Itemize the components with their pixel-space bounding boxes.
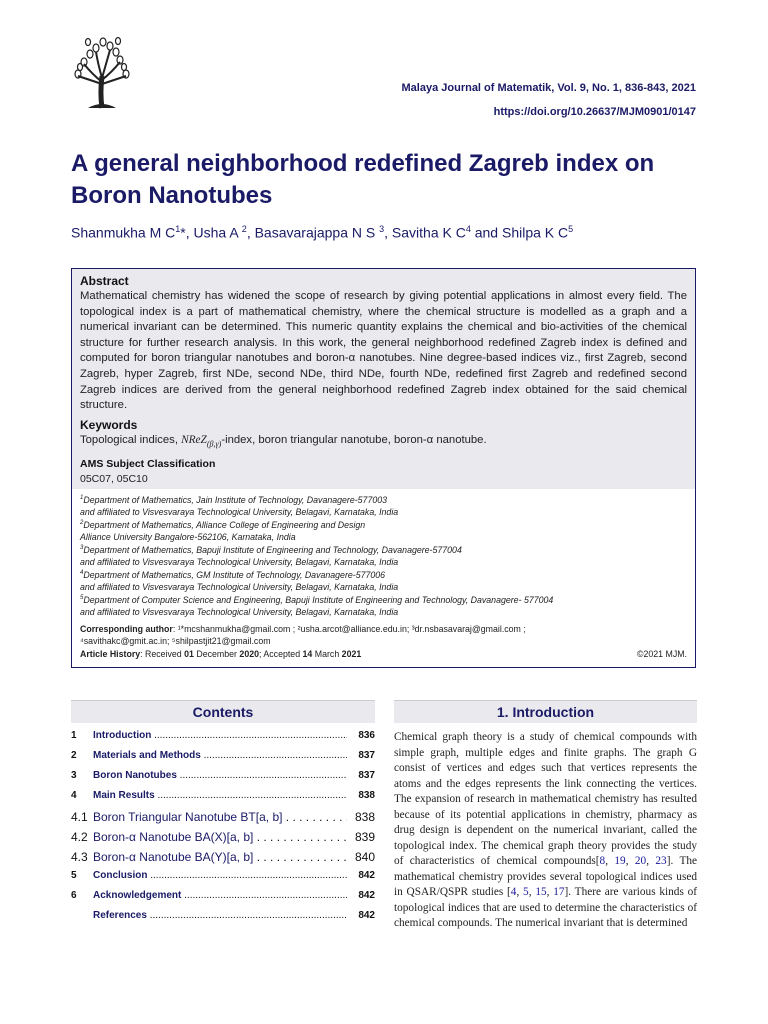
intro-text: ]. There are various kinds of topological indices that are used to determine the characteristics of chemical compounds. The numerical invariant that is determined (394, 886, 698, 929)
citation-link[interactable]: 20 (634, 855, 647, 867)
toc-label[interactable]: Conclusion ..... (93, 870, 347, 881)
toc-number: 4 (71, 790, 77, 801)
toc-number: 5 (71, 870, 77, 881)
affiliation-line: Alliance University Bangalore-562106, Karnataka, India (80, 531, 296, 542)
toc-number: 6 (71, 890, 77, 901)
author-affil-sup: 1 (175, 224, 181, 234)
abstract-text: Mathematical chemistry has widened the scope of research by giving potential applications in almost every field. The topological index is a part of mathematical chemistry, where the chemical structure is modelled as a graph and a numerical invariant can be determined. This numeric quantity explains the chemical and bio-activities of the chemical structure for further research analysis. In this work, the general neighborhood redefined Zagreb index is defined and computed for boron triangular nanotubes and boron-α nanotubes. Nine degree-based indices viz., first Zagreb, second Zagreb, hyper Zagreb, first NDe, second NDe, third NDe, fourth NDe, redefined first Zagreb and redefined second Zagreb indices are derived from the general neighborhood redefined Zagreb index obtained for the said chemical structure. (80, 290, 687, 412)
citation-link[interactable]: 23 (655, 855, 667, 867)
table-of-contents (71, 730, 375, 930)
affiliation-sup: 5 (80, 595, 84, 602)
keywords-math: NReZ (181, 433, 207, 446)
toc-number: 4.1 (71, 810, 88, 824)
citation-link[interactable]: 15 (535, 886, 547, 898)
citation-link[interactable]: 17 (553, 886, 565, 898)
affiliation-line (80, 568, 687, 582)
abstract-heading: Abstract (80, 274, 129, 288)
author-list (71, 224, 573, 241)
paper-title: A general neighborhood redefined Zagreb index on Boron Nanotubes (71, 150, 655, 209)
affiliation-text: Department of Computer Science and Engineering, Bapuji Institute of Engineering and Technology, Davanagere- 577004 (83, 595, 554, 606)
toc-page-number: 842 (358, 870, 375, 881)
keywords-math-sub: (β,γ) (206, 439, 222, 448)
citation-link[interactable]: 4 (510, 886, 517, 898)
toc-entry[interactable] (71, 870, 375, 890)
affiliation-line (80, 593, 687, 607)
abstract-box (71, 268, 696, 668)
author-affil-sup: 5 (568, 224, 574, 234)
toc-label[interactable]: Materials and Methods ..... (93, 750, 347, 761)
toc-page-number: 842 (358, 910, 375, 921)
author-affil-sup: 2 (241, 224, 247, 234)
affiliation-line: and affiliated to Visvesvaraya Technological University, Belagavi, Karnataka, India (80, 606, 399, 617)
history-day: 14 (302, 649, 313, 659)
toc-number: 4.2 (71, 830, 88, 844)
affiliation-text: Department of Mathematics, GM Institute of Technology, Davanagere-577006 (83, 570, 386, 581)
toc-label[interactable]: Boron Triangular Nanotube BT[a, b] . . . (93, 810, 347, 824)
history-text: December (193, 649, 240, 659)
affiliation-line (80, 493, 687, 507)
history-year: 2020 (239, 649, 259, 659)
abstract-panel (72, 269, 695, 489)
author-name: , Savitha K C (384, 224, 466, 241)
citation-link[interactable]: 19 (614, 855, 626, 867)
author-affil-sup: 3 (379, 224, 385, 234)
affiliation-line: and affiliated to Visvesvaraya Technological University, Belagavi, Karnataka, India (80, 556, 399, 567)
article-history (80, 649, 361, 659)
toc-entry[interactable] (71, 750, 375, 770)
ams-codes: 05C07, 05C10 (80, 472, 148, 485)
affiliation-line: and affiliated to Visvesvaraya Technological University, Belagavi, Karnataka, India (80, 581, 399, 592)
toc-page-number: 837 (358, 770, 375, 781)
intro-body: Chemical graph theory is a study of chemical compounds with simple graph, multiple edges and finite graphs. The graph G consist of vertices and edges such that vertices represents the atoms and the edges represents the link connecting the vertices. The expansion of research in mathematical chemistry has resulted because of its potential applications in chemistry, pharmacy as drug design is dependent on the numerical invariant, called the topological index. The chemical graph theory provides the study of characteristics of chemical compounds[8, 19, 20, 23]. The mathematical chemistry provides several topological indices used in QSAR/QSPR studies [4, 5, 15, 17]. There are various kinds of topological indices that are used to determine the characteristics of chemical compounds. The numerical invariant that is determined (394, 731, 698, 929)
intro-text: ]. The mathematical chemistry provides several topological indices used in QSAR/QSPR studies [ (394, 855, 698, 898)
corresponding-emails: : ¹*mcshanmukha@gmail.com ; ²usha.arcot@alliance.edu.in; ³dr.nsbasavaraj@gmail.com ; (172, 624, 526, 634)
citation-link[interactable]: 8 (599, 855, 606, 867)
toc-number: 4.3 (71, 850, 88, 864)
citation-link[interactable]: 5 (523, 886, 529, 898)
toc-entry[interactable] (71, 730, 375, 750)
affiliation-text: Department of Mathematics, Jain Institute of Technology, Davanagere-577003 (83, 494, 388, 505)
corresponding-emails: ⁴savithakc@gmit.ac.in; ⁵shilpastjit21@gmail.com (80, 636, 271, 646)
corresponding-label: Corresponding author (80, 624, 173, 634)
keywords-text (80, 433, 687, 452)
toc-label[interactable]: Acknowledgement ..... (93, 890, 347, 901)
author-name: Shanmukha M C (71, 224, 176, 241)
history-label: Article History (80, 649, 141, 659)
toc-label[interactable]: Boron-α Nanotube BA(X)[a, b] . . . (93, 830, 347, 844)
toc-page-number: 839 (354, 830, 375, 844)
toc-entry[interactable] (71, 890, 375, 910)
contents-heading: Contents (71, 700, 375, 723)
toc-number: 2 (71, 750, 77, 761)
toc-page-number: 837 (358, 750, 375, 761)
author-name: , Basavarajappa N S (246, 224, 380, 241)
toc-page-number: 838 (358, 790, 375, 801)
keywords-heading: Keywords (80, 417, 138, 432)
doi-link[interactable]: https://doi.org/10.26637/MJM0901/0147 (493, 106, 696, 118)
affiliation-sup: 3 (80, 545, 84, 552)
ams-heading: AMS Subject Classification (80, 457, 216, 470)
affiliation-line: and affiliated to Visvesvaraya Technological University, Belagavi, Karnataka, India (80, 506, 399, 517)
affiliation-sup: 1 (80, 495, 84, 501)
affiliation-text: Department of Mathematics, Bapuji Institute of Engineering and Technology, Davanagere-577004 (83, 545, 462, 556)
toc-entry[interactable] (71, 810, 375, 830)
affiliation-line (80, 518, 687, 532)
history-year: 2021 (341, 649, 362, 659)
toc-label[interactable]: Boron Nanotubes ..... (93, 770, 347, 781)
affiliation-sup: 2 (80, 520, 84, 527)
history-text: March (312, 649, 342, 659)
toc-label[interactable]: Main Results ..... (93, 790, 347, 801)
toc-entry[interactable] (71, 770, 375, 790)
toc-page-number: 836 (358, 730, 375, 741)
toc-entry[interactable] (71, 830, 375, 850)
intro-text: Chemical graph theory is a study of chemical compounds with simple graph, multiple edges and finite graphs. The graph G consist of vertices and edges such that vertices represents the atoms and the edges represents the link connecting the vertices. The expansion of research in mathematical chemistry has resulted because of its potential applications in chemistry, pharmacy as drug design is dependent on the numerical invariant, called the topological index. The chemical graph theory provides the study of characteristics of chemical compounds[ (394, 731, 697, 867)
affiliation-line (80, 543, 687, 557)
toc-entry[interactable] (71, 790, 375, 810)
copyright-notice: ©2021 MJM. (637, 649, 687, 659)
journal-citation: Malaya Journal of Matematik, Vol. 9, No. 1, 836-843, 2021 (401, 82, 696, 94)
author-affil-sup: 4 (465, 224, 471, 234)
history-text: : Received (140, 649, 185, 659)
history-day: 01 (184, 649, 194, 659)
toc-entry[interactable] (71, 850, 375, 870)
corresponding-author (80, 623, 687, 647)
affiliation-text: Department of Mathematics, Alliance College of Engineering and Design (83, 520, 366, 531)
toc-number: 1 (71, 730, 77, 741)
toc-page-number: 840 (354, 850, 375, 864)
keywords-part: Topological indices, (80, 433, 182, 446)
toc-number: 3 (71, 770, 77, 781)
toc-page-number: 842 (358, 890, 375, 901)
author-name: , Usha A (185, 224, 242, 241)
toc-label[interactable]: References ..... (93, 910, 347, 921)
affiliation-sup: 4 (80, 570, 84, 577)
corresponding-marker: * (180, 224, 186, 241)
toc-label[interactable]: Boron-α Nanotube BA(Y)[a, b] . . . (93, 850, 347, 864)
history-text: ; Accepted (259, 649, 303, 659)
toc-label[interactable]: Introduction ..... (93, 730, 347, 741)
author-name: and Shilpa K C (470, 224, 569, 241)
toc-page-number: 838 (354, 810, 375, 824)
journal-logo-tree-icon (70, 34, 134, 110)
affiliations (80, 493, 687, 619)
toc-entry[interactable] (71, 910, 375, 930)
keywords-part: -index, boron triangular nanotube, boron-α nanotube. (221, 433, 487, 446)
intro-heading: 1. Introduction (394, 700, 697, 723)
